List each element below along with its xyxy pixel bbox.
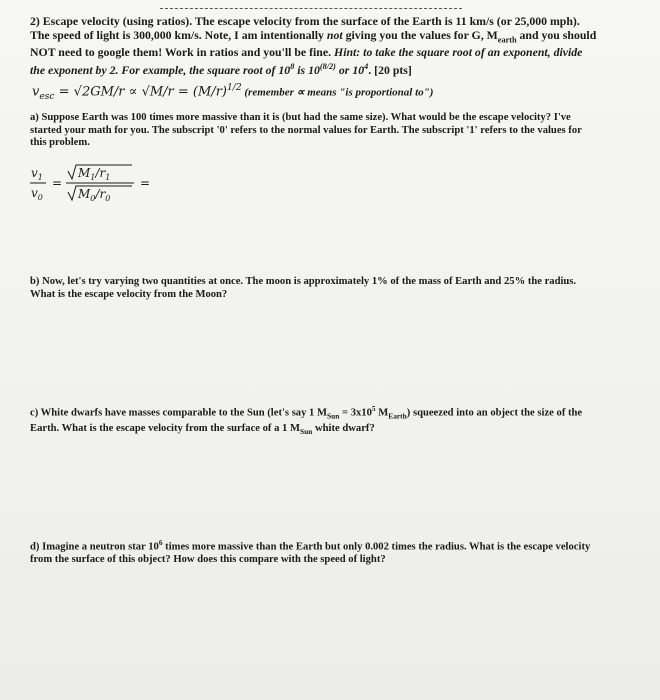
ratio-equals-2: = [140,176,151,190]
escape-velocity-formula: $v_{esc} = √2GM/r \propto √M/r = (M/r)^{1/2}$ (remember ∝ means "is proportional to") [32,83,434,102]
problem-line-3: NOT need to google them! Work in ratios and you'll be fine. Hint: to take the square root of an exponent, divide [30,45,583,60]
problem-line-4: the exponent by 2. For example, the square root of $10^8$ is $10^{(8/2)}$ or $10^4$. [20 pts] [30,61,412,77]
part-c: c) White dwarfs have masses comparable to the Sun (let's say 1 $M_{Sun} = 3x10^5$ $M_{Earth}$) squeezed into an object the size of the Earth. What is the escape velocity from the surface of a 1 $M_{Sun}$ white dwarf? [30,404,583,437]
ratio-v1: $v_1$ [31,166,43,182]
part-d: d) Imagine a neutron star $10^6$ times more massive than the Earth but only 0.002 times the radius. What is the escape velocity from the surface of this object? How does this compare with the speed of light? [30,538,591,566]
dashed-separator [160,8,462,9]
ratio-equals-1: = [52,176,63,190]
problem-header: 2) Escape velocity (using ratios). The escape velocity from the surface of the Earth is 11 km/s (or 25,000 mph). [30,14,580,28]
velocity-ratio-equation [28,163,168,205]
ratio-denominator: $M_0/r_0$ [78,187,111,203]
problem-statement [30,15,630,77]
ratio-numerator: $M_1/r_1$ [78,166,111,182]
part-a: a) Suppose Earth was 100 times more massive than it is (but had the same size). What would be the escape velocity? I've started your math for you. The subscript '0' refers to the normal values for Earth. The subscript '1' refers to the values for this problem. [30,112,582,148]
part-b: b) Now, let's try varying two quantities at once. The moon is approximately 1% of the mass of Earth and 25% the radius. What is the escape velocity from the Moon? [30,276,577,300]
problem-line-2: The speed of light is 300,000 km/s. Note, I am intentionally not giving you the values for G, $M_{earth}$ and you should [30,27,597,44]
ratio-v0: $v_0$ [31,186,43,202]
